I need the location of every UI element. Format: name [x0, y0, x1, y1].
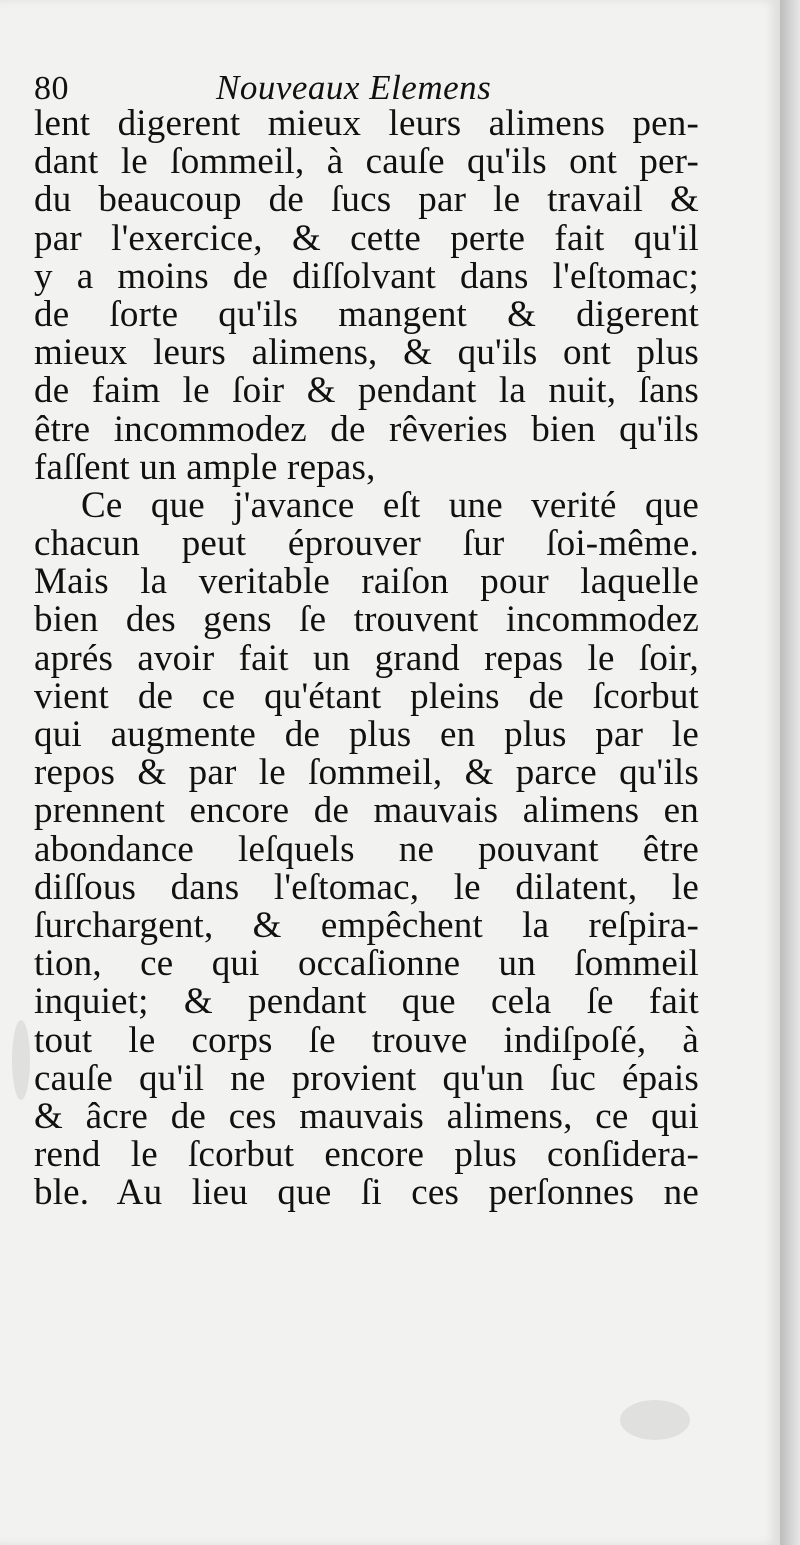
text-line: rend le ſcorbut encore plus conſidera-: [34, 1134, 699, 1176]
text-line: lent digerent mieux leurs alimens pen-: [34, 103, 699, 144]
text-line: dant le ſommeil, à cauſe qu'ils ont per-: [34, 141, 699, 183]
text-line: Ce que j'avance eſt une verité que: [81, 484, 699, 526]
text-line: bien des gens ſe trouvent incommodez: [34, 599, 699, 641]
page-smudge: [620, 1400, 690, 1440]
text-line: diſſous dans l'eſtomac, le dilatent, le: [34, 866, 699, 908]
text-line: par l'exercice, & cette perte fait qu'il: [34, 217, 699, 259]
page-edge: [780, 0, 800, 1545]
text-line: qui augmente de plus en plus par le: [34, 714, 699, 755]
text-line: chacun peut éprouver ſur ſoi-même.: [34, 523, 699, 565]
text-line: de ſorte qu'ils mangent & digerent: [34, 293, 699, 335]
text-line: prennent encore de mauvais alimens en: [34, 790, 699, 832]
text-line: & âcre de ces mauvais alimens, ce qui: [34, 1095, 699, 1137]
text-line: repos & par le ſommeil, & parce qu'ils: [34, 752, 699, 794]
body-text: [34, 105, 699, 1212]
text-line: tout le corps ſe trouve indiſpoſé, à: [34, 1019, 699, 1061]
text-line: faſſent un ample repas,: [34, 446, 376, 488]
text-line: inquiet; & pendant que cela ſe fait: [34, 981, 699, 1023]
text-line: vient de ce qu'étant pleins de ſcorbut: [34, 675, 699, 717]
text-line: Mais la veritable raiſon pour laquelle: [34, 561, 699, 603]
running-title: Nouveaux Elemens: [216, 68, 492, 107]
text-line: tion, ce qui occaſionne un ſommeil: [34, 943, 699, 985]
text-line: être incommodez de rêveries bien qu'ils: [34, 408, 699, 450]
text-line: cauſe qu'il ne provient qu'un ſuc épais: [34, 1057, 699, 1099]
text-line: de faim le ſoir & pendant la nuit, ſans: [34, 370, 699, 412]
text-line: y a moins de diſſolvant dans l'eſtomac;: [34, 255, 699, 297]
page-header: [34, 60, 734, 108]
text-line: ſurchargent, & empêchent la reſpira-: [34, 904, 699, 946]
text-line: aprés avoir fait un grand repas le ſoir,: [34, 637, 699, 679]
text-line: ble. Au lieu que ſi ces perſonnes ne: [34, 1172, 699, 1214]
page-smudge: [12, 1020, 30, 1100]
text-line: du beaucoup de ſucs par le travail &: [34, 179, 699, 221]
text-line: mieux leurs alimens, & qu'ils ont plus: [34, 332, 699, 374]
text-line: abondance leſquels ne pouvant être: [34, 828, 699, 870]
page-number: 80: [34, 70, 69, 107]
